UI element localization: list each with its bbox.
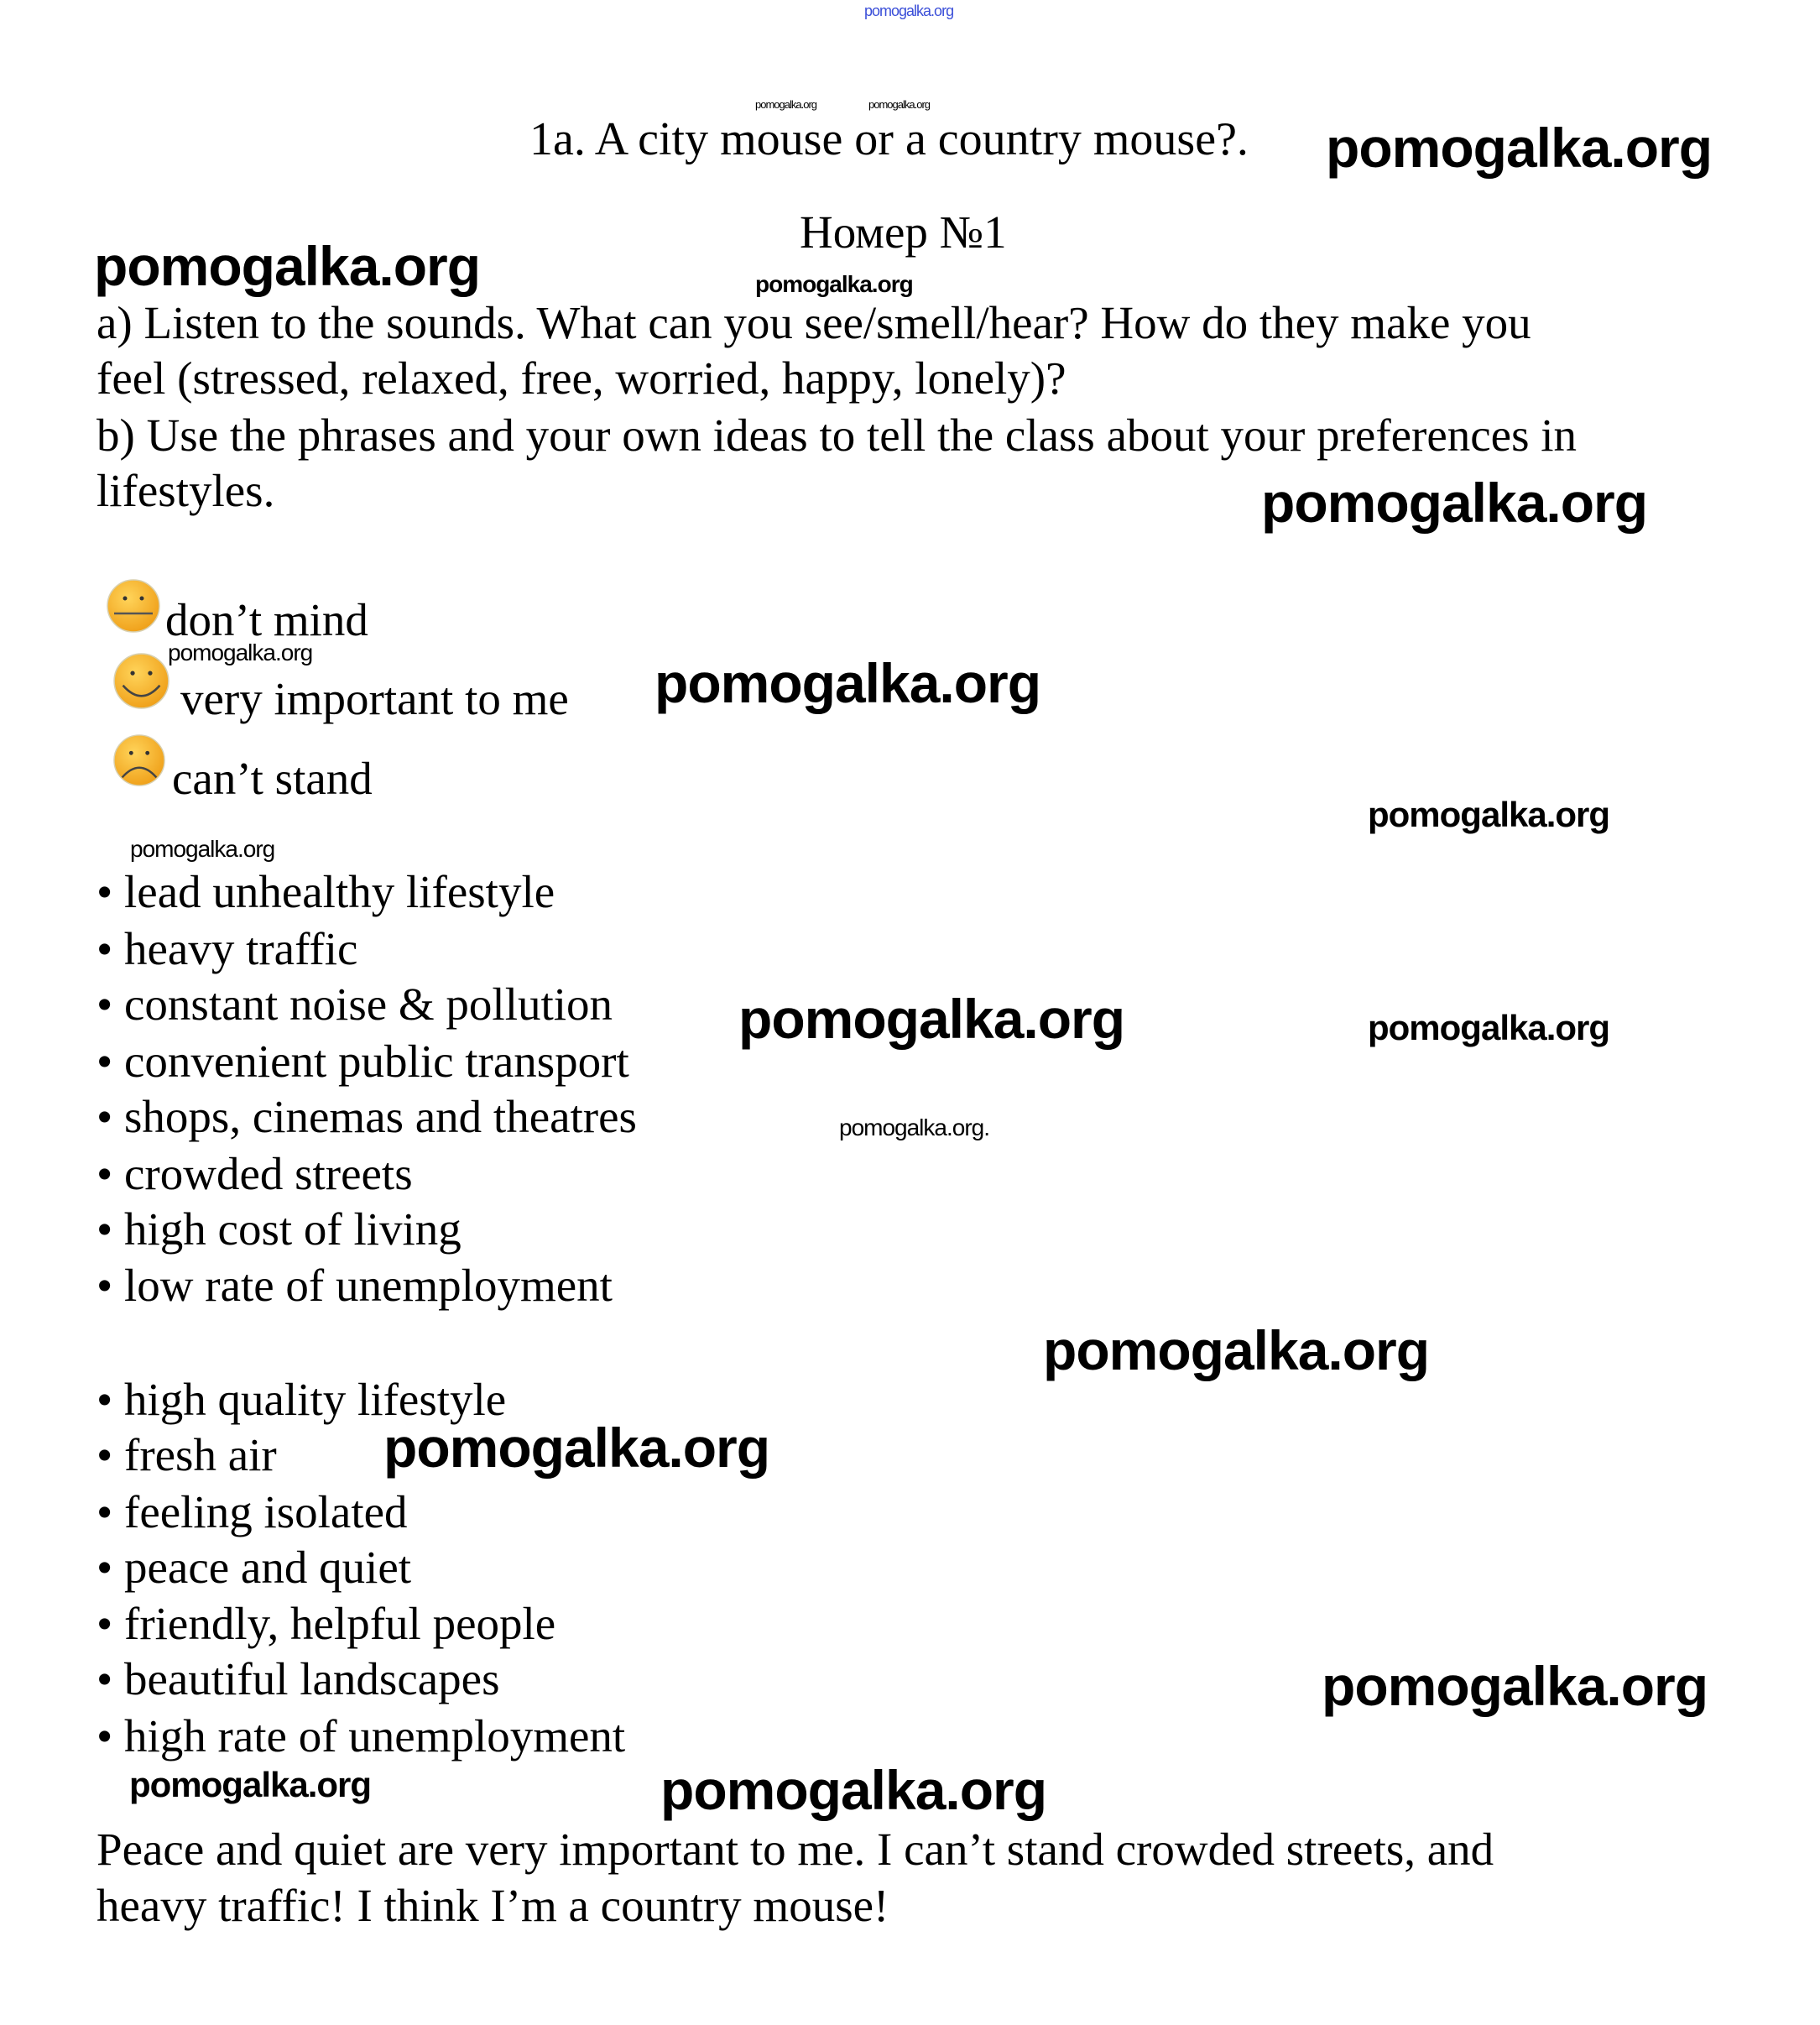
smiling-face-icon [112, 652, 170, 710]
watermark: pomogalka.org [654, 652, 1041, 714]
list-item: • crowded streets [96, 1148, 413, 1199]
watermark: pomogalka.org [1368, 795, 1610, 834]
list-item: • lead unhealthy lifestyle [96, 866, 555, 917]
watermark: pomogalka.org [1043, 1319, 1430, 1381]
watermark: pomogalka.org [168, 639, 313, 665]
task-b-line: lifestyles. [96, 465, 275, 516]
list-item: • beautiful landscapes [96, 1653, 500, 1704]
top-watermark: pomogalka.org [864, 3, 954, 19]
task-a-line: feel (stressed, relaxed, free, worried, happy, lonely)? [96, 352, 1066, 404]
exercise-title: 1a. A city mouse or a country mouse?. [529, 113, 1249, 165]
list-item: • feeling isolated [96, 1486, 408, 1537]
answer-line: heavy traffic! I think I’m a country mouse! [96, 1880, 889, 1931]
watermark: pomogalka.org. [839, 1114, 990, 1140]
watermark: pomogalka.org [1261, 472, 1648, 534]
list-item: • high cost of living [96, 1203, 462, 1255]
watermark: pomogalka.org [130, 836, 275, 862]
exercise-number: Номер №1 [800, 206, 1007, 258]
watermark: pomogalka.org [1326, 117, 1713, 179]
watermark: pomogalka.org [868, 98, 930, 111]
list-item: • high rate of unemployment [96, 1710, 626, 1761]
watermark: pomogalka.org [738, 988, 1125, 1050]
neutral-face-icon [106, 578, 161, 634]
legend-label: can’t stand [172, 753, 373, 804]
watermark: pomogalka.org [1322, 1655, 1708, 1717]
list-item: • heavy traffic [96, 923, 358, 974]
sad-face-icon [112, 733, 166, 787]
watermark: pomogalka.org [1368, 1008, 1610, 1047]
watermark: pomogalka.org [383, 1417, 770, 1479]
list-item: • peace and quiet [96, 1542, 412, 1593]
list-item: • friendly, helpful people [96, 1598, 556, 1649]
list-item: • convenient public transport [96, 1036, 629, 1087]
watermark: pomogalka.org [660, 1759, 1047, 1821]
answer-line: Peace and quiet are very important to me. I can’t stand crowded streets, and [96, 1824, 1494, 1875]
task-b-line: b) Use the phrases and your own ideas to tell the class about your preferences in [96, 410, 1578, 461]
task-a-line: a) Listen to the sounds. What can you see/smell/hear? How do they make you [96, 297, 1531, 348]
list-item: • fresh air [96, 1429, 277, 1480]
list-item: • constant noise & pollution [96, 979, 613, 1030]
watermark: pomogalka.org [755, 98, 816, 111]
list-item: • shops, cinemas and theatres [96, 1091, 637, 1142]
watermark: pomogalka.org [94, 235, 481, 297]
watermark: pomogalka.org [129, 1765, 372, 1804]
list-item: • high quality lifestyle [96, 1374, 507, 1425]
legend-label: very important to me [180, 673, 569, 724]
list-item: • low rate of unemployment [96, 1260, 613, 1311]
watermark: pomogalka.org [755, 271, 913, 297]
legend-label: don’t mind [165, 594, 368, 645]
